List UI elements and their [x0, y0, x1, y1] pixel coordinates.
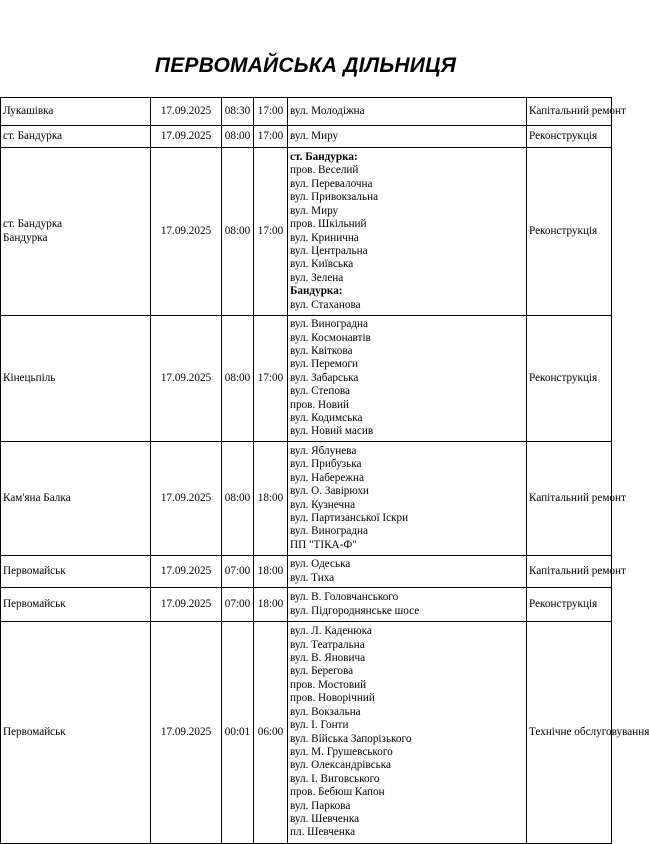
street-item: вул. М. Грушевського [290, 745, 393, 758]
settlement-cell [1, 316, 151, 442]
street-item: пров. Новий [290, 398, 349, 411]
street-item: вул. Миру [290, 129, 339, 142]
table-row [1, 126, 612, 148]
street-item: пров. Бебюш Капон [290, 786, 385, 799]
start-time-cell: 08:00 [222, 148, 254, 316]
street-item: вул. Берегова [290, 665, 354, 678]
streets-cell [288, 148, 527, 316]
settlement-name: Кам'яна Балка [3, 491, 71, 504]
street-item: вул. Олександрівська [290, 759, 391, 772]
streets-cell [288, 556, 527, 588]
street-item: вул. Прибузька [290, 458, 362, 471]
table-row [1, 148, 612, 316]
streets-cell [288, 588, 527, 622]
street-item: вул. Паркова [290, 799, 351, 812]
end-time-cell: 18:00 [254, 442, 288, 556]
page-title: ПЕРВОМАЙСЬКА ДІЛЬНИЦЯ [154, 54, 457, 77]
table-row [1, 588, 612, 622]
street-item: вул. Вокзальна [290, 705, 361, 718]
table-row [1, 442, 612, 556]
date-cell: 17.09.2025 [151, 588, 222, 622]
start-time-cell: 08:30 [222, 98, 254, 126]
street-item: вул. Яблунева [290, 444, 357, 457]
date-cell: 17.09.2025 [151, 556, 222, 588]
street-item: вул. Перемоги [290, 358, 359, 371]
end-time-cell: 18:00 [254, 556, 288, 588]
work-type-cell: Капітальний ремонт [527, 98, 612, 126]
settlement-name: ст. Бандурка [3, 218, 63, 231]
work-type-cell: Реконструкція [527, 588, 612, 622]
settlement-cell [1, 98, 151, 126]
street-item: вул. Квіткова [290, 344, 353, 357]
table-row [1, 622, 612, 844]
street-item: вул. Стаханова [290, 298, 361, 311]
work-type-cell: Капітальний ремонт [527, 556, 612, 588]
streets-cell [288, 98, 527, 126]
street-item: вул. В. Яновича [290, 652, 366, 665]
work-type-cell: Реконструкція [527, 148, 612, 316]
settlement-name: Первомайськ [3, 597, 66, 610]
date-cell: 17.09.2025 [151, 316, 222, 442]
street-item: пров. Новорічний [290, 692, 375, 705]
street-item: пров. Шкільний [290, 218, 367, 231]
street-item: вул. І. Виговського [290, 772, 380, 785]
settlement-cell [1, 622, 151, 844]
settlement-cell [1, 588, 151, 622]
date-cell: 17.09.2025 [151, 442, 222, 556]
end-time-cell: 17:00 [254, 148, 288, 316]
street-item: вул. Миру [290, 204, 339, 217]
street-item: вул. Кодимська [290, 412, 363, 425]
street-item: вул. Молодіжна [290, 104, 365, 117]
table-row [1, 316, 612, 442]
street-item: вул. Зелена [290, 271, 344, 284]
street-item: вул. В. Головчанського [290, 591, 399, 604]
work-type-cell: Реконструкція [527, 126, 612, 148]
street-item: вул. І. Гонти [290, 719, 349, 732]
settlement-name: Первомайськ [3, 725, 66, 738]
street-item: вул. Центральна [290, 244, 368, 257]
table-row [1, 98, 612, 126]
street-item: вул. Шевченка [290, 812, 360, 825]
start-time-cell: 07:00 [222, 588, 254, 622]
street-item: вул. О. Завірюхи [290, 485, 369, 498]
settlement-cell [1, 126, 151, 148]
street-item: вул. Набережна [290, 471, 364, 484]
street-item: вул. Космонавтів [290, 331, 371, 344]
street-item: вул. Кринична [290, 231, 359, 244]
street-item: вул. Новий масив [290, 425, 374, 438]
settlement-name: Бандурка [3, 231, 48, 244]
street-item: ПП "ТІКА-Ф" [290, 538, 357, 551]
start-time-cell: 08:00 [222, 126, 254, 148]
work-type-cell: Капітальний ремонт [527, 442, 612, 556]
settlement-cell [1, 148, 151, 316]
settlement-name: Первомайськ [3, 564, 66, 577]
street-item: вул. Виноградна [290, 525, 369, 538]
table-body [1, 98, 649, 844]
work-type-cell: Технічне обслуговування [527, 622, 612, 844]
settlement-cell [1, 556, 151, 588]
end-time-cell: 17:00 [254, 316, 288, 442]
street-item: вул. Театральна [290, 638, 365, 651]
date-cell: 17.09.2025 [151, 622, 222, 844]
date-cell: 17.09.2025 [151, 98, 222, 126]
end-time-cell: 18:00 [254, 588, 288, 622]
settlement-name: Лукашівка [3, 104, 54, 117]
start-time-cell: 07:00 [222, 556, 254, 588]
street-item: вул. Підгороднянське шосе [290, 604, 420, 617]
end-time-cell: 17:00 [254, 98, 288, 126]
street-group-header: ст. Бандурка: [290, 151, 358, 164]
street-item: вул. Перевалочна [290, 177, 373, 190]
start-time-cell: 08:00 [222, 442, 254, 556]
settlement-name: Кінецьпіль [3, 371, 56, 384]
street-item: вул. Тиха [290, 571, 335, 584]
street-item: вул. Війська Запорізького [290, 732, 412, 745]
street-item: вул. Л. Каденюка [290, 625, 372, 638]
start-time-cell: 00:01 [222, 622, 254, 844]
streets-cell [288, 126, 527, 148]
street-item: вул. Забарська [290, 371, 359, 384]
street-item: вул. Кузнечна [290, 498, 356, 511]
street-item: пров. Мостовий [290, 678, 367, 691]
streets-cell [288, 442, 527, 556]
street-item: вул. Одеська [290, 558, 351, 571]
street-group-header: Бандурка: [290, 285, 343, 298]
outage-schedule-table [0, 97, 649, 844]
streets-cell [288, 622, 527, 844]
table-row [1, 556, 612, 588]
streets-cell [288, 316, 527, 442]
date-cell: 17.09.2025 [151, 126, 222, 148]
settlement-name: ст. Бандурка [3, 129, 63, 142]
street-item: вул. Партизанської Іскри [290, 511, 409, 524]
street-item: пров. Веселий [290, 164, 359, 177]
end-time-cell: 17:00 [254, 126, 288, 148]
settlement-cell [1, 442, 151, 556]
street-item: вул. Київська [290, 258, 354, 271]
street-item: вул. Виноградна [290, 318, 369, 331]
work-type-cell: Реконструкція [527, 316, 612, 442]
street-item: пл. Шевченка [290, 826, 356, 839]
date-cell: 17.09.2025 [151, 148, 222, 316]
end-time-cell: 06:00 [254, 622, 288, 844]
street-item: вул. Привокзальна [290, 191, 379, 204]
start-time-cell: 08:00 [222, 316, 254, 442]
street-item: вул. Степова [290, 385, 351, 398]
